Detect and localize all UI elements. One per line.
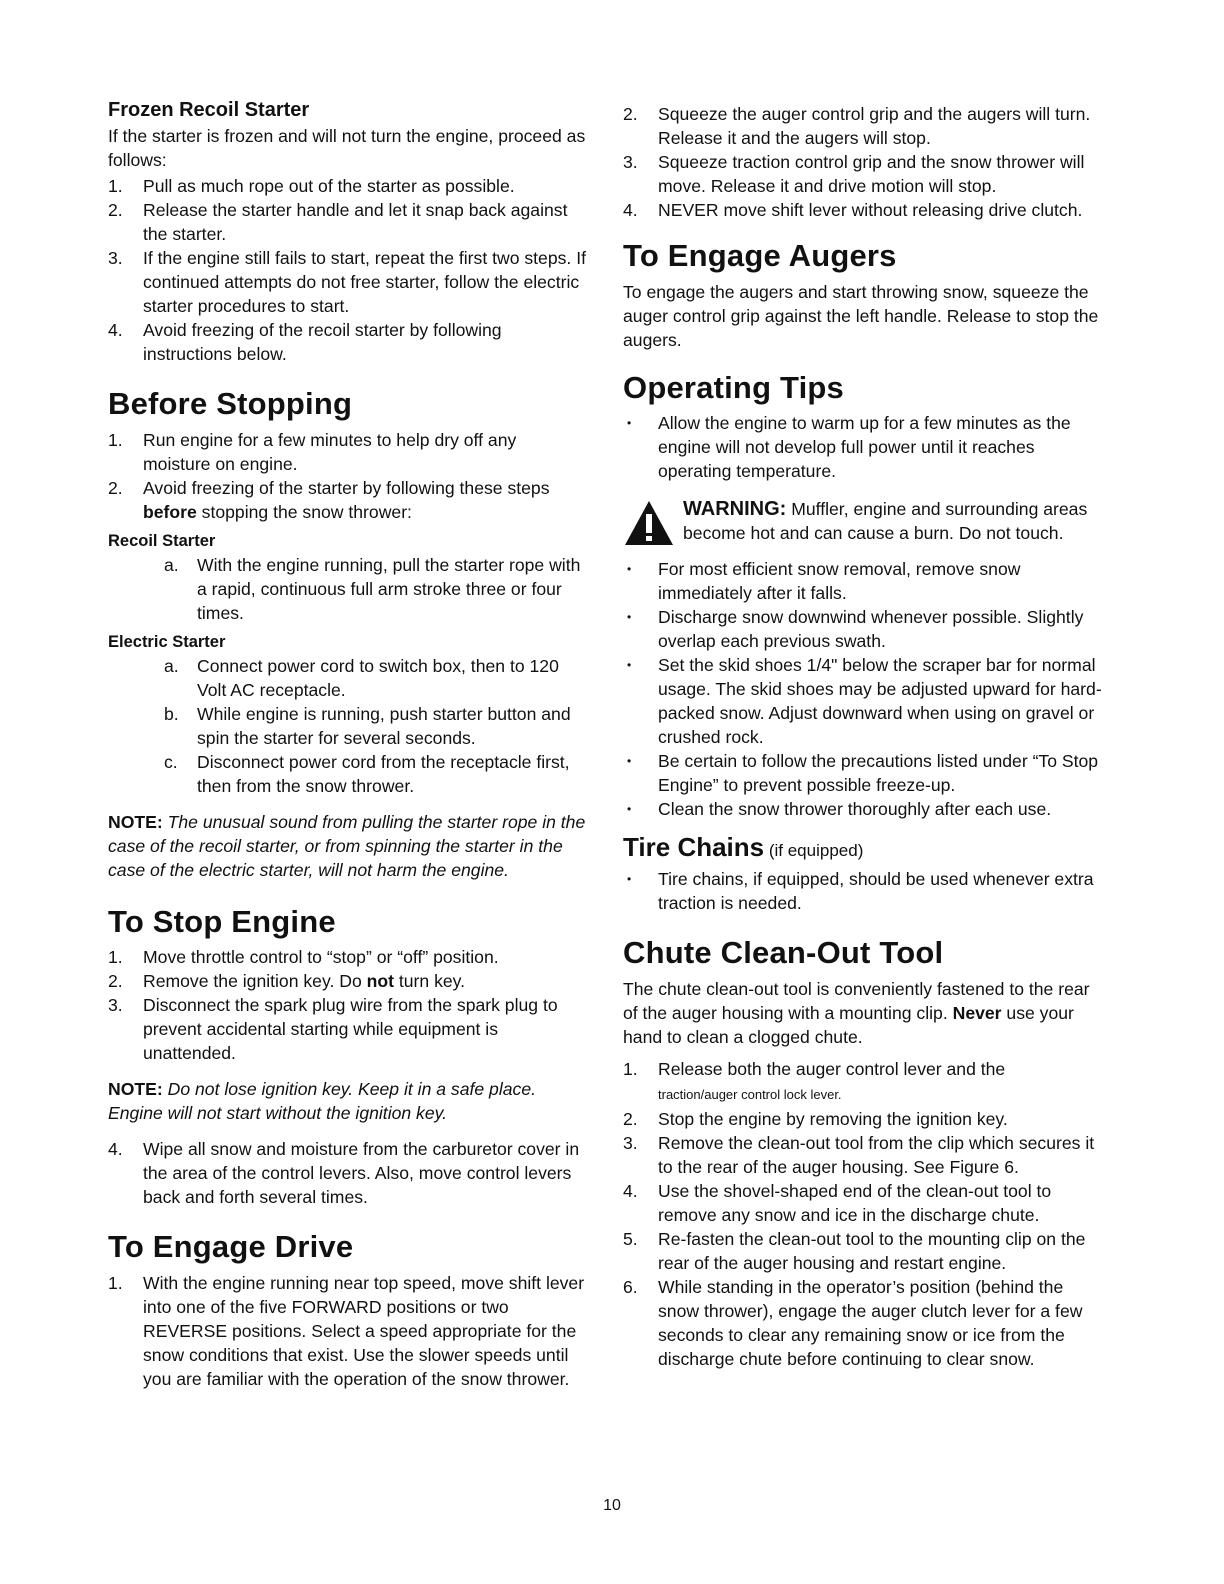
list-item	[108, 553, 588, 625]
bullet-list	[623, 411, 1108, 483]
list-item-text: Set the skid shoes 1/4" below the scraper bar for normal usage. The skid shoes may be adjusted upward for hard-packed snow. Adjust downward when using on gravel or crushed rock.	[658, 655, 1102, 748]
note-text: Do not lose ignition key. Keep it in a safe place. Engine will not start without the ignition key.	[108, 1079, 537, 1124]
list-item	[108, 246, 588, 318]
bullet-marker: •	[627, 610, 632, 625]
list-item	[623, 1107, 1108, 1131]
list-marker: 1.	[108, 176, 123, 196]
list-item-text: Disconnect power cord from the receptacle first, then from the snow thrower.	[197, 751, 570, 796]
heading-text: Tire Chains	[623, 832, 765, 863]
list-marker: 4.	[108, 1139, 123, 1160]
list-item-text: stopping the snow thrower:	[196, 501, 412, 522]
list-item-text: Clean the snow thrower thoroughly after each use.	[658, 799, 1052, 820]
list-marker: 5.	[623, 1228, 638, 1249]
section-heading: To Engage Drive	[108, 1229, 354, 1265]
list-item	[108, 654, 588, 702]
list-item	[623, 557, 1108, 605]
list-item-small-text: traction/auger control lock lever.	[658, 1086, 842, 1102]
list-item-text: With the engine running near top speed, move shift lever into one of the five FORWARD positions or two REVERSE positions. Select a speed appropriate for the snow conditions that exist. Use the slower speeds until you are familiar with the operation of the snow thrower.	[143, 1272, 585, 1389]
emphasis-text: Never	[952, 1002, 1002, 1023]
section-heading: Operating Tips	[623, 369, 844, 405]
section-to-engage-augers	[623, 238, 1108, 352]
list-item	[108, 198, 588, 246]
list-item-text: Connect power cord to switch box, then to 120 Volt AC receptacle.	[197, 655, 559, 700]
list-item	[108, 1271, 588, 1391]
list-marker: 6.	[623, 1276, 638, 1297]
numbered-list	[623, 102, 1108, 222]
numbered-list	[108, 1271, 588, 1391]
list-item-text: Use the shovel-shaped end of the clean-out tool to remove any snow and ice in the discharge chute.	[658, 1180, 1052, 1225]
list-item	[108, 476, 588, 524]
section-to-stop-engine	[108, 904, 588, 1210]
numbered-list	[108, 428, 588, 524]
numbered-list	[108, 945, 588, 1065]
list-item-text: Run engine for a few minutes to help dry off any moisture on engine.	[143, 429, 517, 474]
note-label: NOTE:	[108, 811, 163, 832]
note-label: NOTE:	[108, 1079, 163, 1100]
list-marker: 2.	[108, 200, 123, 220]
list-item-text: Disconnect the spark plug wire from the spark plug to prevent accidental starting while equipment is unattended.	[143, 995, 558, 1064]
list-marker: b.	[164, 703, 179, 724]
section-to-engage-drive	[108, 1229, 588, 1391]
list-item	[623, 1131, 1108, 1179]
section-operating-tips	[623, 370, 1108, 822]
note-text: The unusual sound from pulling the starter rope in the case of the recoil starter, or from spinning the starter in the case of the electric starter, will not harm the engine.	[108, 811, 586, 880]
list-marker: 1.	[108, 947, 123, 968]
list-marker: 1.	[108, 1272, 123, 1293]
list-item	[623, 867, 1108, 915]
list-item	[108, 993, 588, 1065]
subsection-heading: Electric Starter	[108, 632, 226, 651]
numbered-list	[108, 174, 588, 366]
section-frozen-recoil-starter	[108, 98, 588, 366]
list-item-text: Re-fasten the clean-out tool to the mounting clip on the rear of the auger housing and restart engine.	[658, 1228, 1086, 1273]
section-heading: Chute Clean-Out Tool	[623, 935, 944, 971]
list-item	[108, 750, 588, 798]
emphasis-text: before	[143, 501, 197, 522]
list-item	[623, 1179, 1108, 1227]
list-item-text: Tire chains, if equipped, should be used whenever extra traction is needed.	[658, 869, 1094, 914]
list-marker: 2.	[623, 1108, 638, 1129]
list-item	[108, 945, 588, 969]
list-item	[623, 150, 1108, 198]
list-item-text: Avoid freezing of the starter by following these steps	[143, 477, 550, 498]
list-item-text: While engine is running, push starter button and spin the starter for several seconds.	[197, 703, 571, 748]
heading-suffix: (if equipped)	[764, 841, 864, 861]
bullet-list	[623, 867, 1108, 915]
list-marker: 4.	[623, 1180, 638, 1201]
note	[108, 810, 588, 882]
list-item-text: Discharge snow downwind whenever possible. Slightly overlap each previous swath.	[658, 607, 1084, 652]
numbered-list	[108, 1137, 588, 1209]
subsection-heading: Recoil Starter	[108, 531, 216, 550]
list-item	[623, 797, 1108, 821]
warning-label: WARNING:	[683, 498, 787, 521]
bullet-marker: •	[627, 562, 632, 577]
list-item-text: NEVER move shift lever without releasing drive clutch.	[658, 200, 1083, 220]
emphasis-text: not	[366, 971, 394, 992]
bullet-marker: •	[627, 872, 632, 887]
note	[108, 1077, 588, 1125]
list-marker: 3.	[623, 152, 638, 172]
list-item	[623, 102, 1108, 150]
section-heading: To Engage Augers	[623, 238, 897, 273]
list-item-text: Allow the engine to warm up for a few minutes as the engine will not develop full power until it reaches operating temperature.	[658, 413, 1071, 482]
list-item-text: Squeeze the auger control grip and the augers will turn. Release it and the augers will stop.	[658, 104, 1091, 148]
list-marker: 4.	[623, 200, 638, 220]
list-marker: 2.	[108, 971, 123, 992]
list-item-text: Remove the ignition key. Do	[143, 971, 367, 992]
list-item	[108, 428, 588, 476]
page-number: 10	[603, 1497, 621, 1514]
lettered-list	[108, 654, 588, 798]
list-item	[623, 653, 1108, 749]
list-item	[108, 174, 588, 198]
list-marker: 1.	[623, 1058, 638, 1079]
section-heading: Before Stopping	[108, 386, 353, 421]
section-heading	[623, 833, 1108, 863]
list-marker: 3.	[623, 1132, 638, 1153]
list-item	[108, 969, 588, 993]
list-item	[623, 411, 1108, 483]
list-marker: c.	[164, 751, 178, 772]
list-item-text: Stop the engine by removing the ignition key.	[658, 1108, 1008, 1129]
list-item-text: If the engine still fails to start, repeat the first two steps. If continued attempts do not free starter, follow the electric starter procedures to start.	[143, 248, 586, 316]
list-item	[108, 702, 588, 750]
list-item	[623, 1057, 1108, 1107]
list-item-text: Release both the auger control lever and the	[658, 1058, 1006, 1079]
list-marker: 3.	[108, 995, 123, 1016]
paragraph: If the starter is frozen and will not turn the engine, proceed as follows:	[108, 126, 586, 170]
list-item	[623, 198, 1108, 222]
list-marker: 3.	[108, 248, 123, 268]
list-item-text: Release the starter handle and let it snap back against the starter.	[143, 200, 568, 244]
list-item-text: With the engine running, pull the starter rope with a rapid, continuous full arm stroke three or four times.	[197, 554, 581, 623]
right-column	[623, 102, 1108, 1371]
section-heading: Frozen Recoil Starter	[108, 99, 310, 121]
paragraph: To engage the augers and start throwing snow, squeeze the auger control grip against the left handle. Release to stop the augers.	[623, 281, 1099, 350]
list-item-text: While standing in the operator’s position (behind the snow thrower), engage the auger clutch lever for a few seconds to clear any remaining snow or ice from the discharge chute before continuing to clear snow.	[658, 1276, 1083, 1369]
warning-triangle-icon	[623, 499, 675, 547]
bullet-marker: •	[627, 802, 632, 817]
section-chute-clean-out-tool	[623, 935, 1108, 1371]
list-marker: 2.	[108, 477, 123, 498]
bullet-marker: •	[627, 658, 632, 673]
list-marker: a.	[164, 554, 179, 575]
list-item	[623, 605, 1108, 653]
list-item-text: Wipe all snow and moisture from the carburetor cover in the area of the control levers. Also, move control levers back and forth several times.	[143, 1139, 580, 1208]
list-item	[623, 1227, 1108, 1275]
paragraph-text: use your hand to clean a clogged chute.	[623, 1002, 1074, 1047]
warning-text-block	[683, 497, 1108, 545]
list-marker: 2.	[623, 104, 638, 124]
list-item-text: Remove the clean-out tool from the clip which secures it to the rear of the auger housing. See Figure 6.	[658, 1132, 1095, 1177]
list-item	[108, 1137, 588, 1209]
lettered-list	[108, 553, 588, 625]
list-item-text: For most efficient snow removal, remove snow immediately after it falls.	[658, 559, 1021, 604]
list-item-text: turn key.	[393, 971, 466, 992]
list-item-text: Avoid freezing of the recoil starter by following instructions below.	[143, 320, 502, 364]
paragraph	[623, 977, 1108, 1049]
bullet-marker: •	[627, 416, 632, 431]
list-item	[108, 318, 588, 366]
paragraph-text: The chute clean-out tool is conveniently fastened to the rear of the auger housing with a mounting clip.	[623, 978, 1090, 1023]
bullet-marker: •	[627, 754, 632, 769]
spacer	[108, 1125, 588, 1137]
list-item-text: Squeeze traction control grip and the snow thrower will move. Release it and drive motion will stop.	[658, 152, 1085, 196]
bullet-list	[623, 557, 1108, 821]
list-item	[623, 1275, 1108, 1371]
list-item-text: Move throttle control to “stop” or “off” position.	[143, 947, 499, 968]
warning-callout	[623, 497, 1108, 547]
section-before-stopping	[108, 386, 588, 882]
list-item-text: Be certain to follow the precautions listed under “To Stop Engine” to prevent possible freeze-up.	[658, 751, 1099, 796]
list-marker: 1.	[108, 429, 123, 450]
numbered-list	[623, 1057, 1108, 1371]
section-tire-chains	[623, 833, 1108, 915]
list-item-text: Pull as much rope out of the starter as possible.	[143, 176, 515, 196]
section-heading: To Stop Engine	[108, 903, 336, 939]
warning-text: Muffler, engine and surrounding areas become hot and can cause a burn. Do not touch.	[683, 499, 1088, 544]
list-item	[623, 749, 1108, 797]
left-column	[108, 98, 588, 1391]
list-marker: a.	[164, 655, 179, 676]
list-marker: 4.	[108, 320, 123, 340]
